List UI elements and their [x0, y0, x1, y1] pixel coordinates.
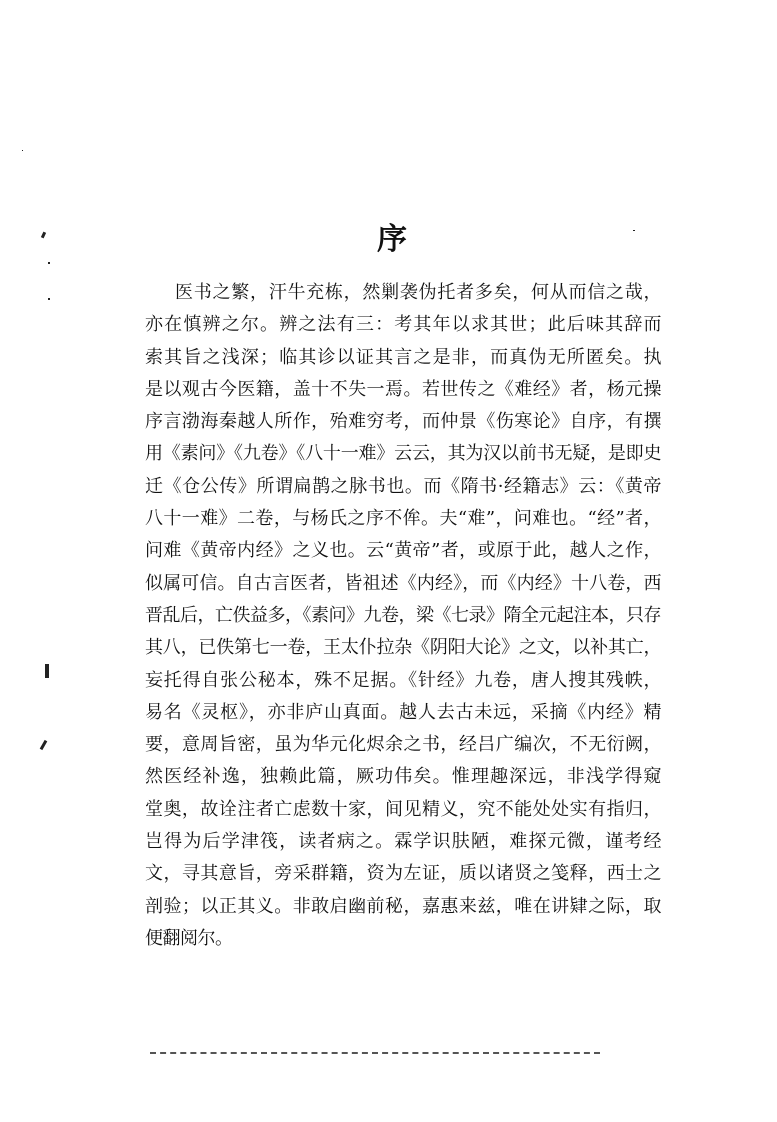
text-line: 序言渤海秦越人所作，殆难穷考，而仲景《伤寒论》自序，有撰	[145, 411, 661, 433]
preface-body	[145, 277, 661, 955]
page-title: 序	[377, 222, 407, 257]
text-line: 其八，已佚第七一卷，王太仆拉杂《阴阳大论》之文，以补其亡，	[145, 637, 661, 659]
scan-speck	[22, 150, 23, 151]
text-line: 堂奥，故诠注者亡虑数十家，间见精义，究不能处处实有指归，	[145, 798, 661, 820]
text-line: 问难《黄帝内经》之义也。云“黄帝”者，或原于此，越人之作，	[145, 540, 661, 562]
text-line: 八十一难》二卷，与杨氏之序不侔。夫“难”，问难也。“经”者，	[145, 508, 661, 530]
scan-speck	[48, 298, 50, 300]
text-line: 易名《灵枢》，亦非庐山真面。越人去古未远，采摘《内经》精	[145, 701, 661, 723]
scan-speck	[41, 232, 46, 239]
text-line: 医书之繁，汗牛充栋，然剿袭伪托者多矣，何从而信之哉，	[175, 282, 661, 303]
scan-speck	[633, 230, 635, 231]
text-line: 迁《仓公传》所谓扁鹊之脉书也。而《隋书·经籍志》云：《黄帝	[145, 475, 661, 497]
text-line: 晋乱后，亡佚益多，《素问》九卷，梁《七录》隋全元起注本，只存	[145, 604, 661, 626]
page-bottom-rule	[150, 1052, 600, 1054]
text-line: 要，意周旨密，虽为华元化烬余之书，经吕广编次，不无衍阙，	[145, 734, 661, 756]
text-line: 妄托得自张公秘本，殊不足据。《针经》九卷，唐人搜其残帙，	[145, 669, 661, 691]
text-line: 索其旨之浅深；临其诊以证其言之是非，而真伪无所匿矣。执	[145, 346, 661, 368]
text-line: 剖验；以正其义。非敢启幽前秘，嘉惠来兹，唯在讲肄之际，取	[145, 895, 661, 917]
scan-speck	[45, 664, 49, 678]
scan-speck	[48, 262, 50, 264]
text-line: 似属可信。自古言医者，皆祖述《内经》，而《内经》十八卷，西	[145, 572, 661, 594]
text-line: 岂得为后学津筏，读者病之。霖学识肤陋，难探元微，谨考经	[145, 831, 661, 853]
text-line: 然医经补逸，独赖此篇，厥功伟矣。惟理趣深远，非浅学得窥	[145, 766, 661, 788]
text-line: 用《素问》《九卷》《八十一难》云云，其为汉以前书无疑，是即史	[145, 443, 661, 465]
text-line: 亦在慎辨之尔。辨之法有三：考其年以求其世；此后味其辞而	[145, 314, 661, 336]
scan-speck	[40, 740, 48, 750]
text-line: 便翻阅尔。	[145, 927, 233, 949]
text-line: 文，寻其意旨，旁采群籍，资为左证，质以诸贤之笺释，西士之	[145, 863, 661, 885]
text-line: 是以观古今医籍，盖十不失一焉。若世传之《难经》者，杨元操	[145, 378, 661, 400]
